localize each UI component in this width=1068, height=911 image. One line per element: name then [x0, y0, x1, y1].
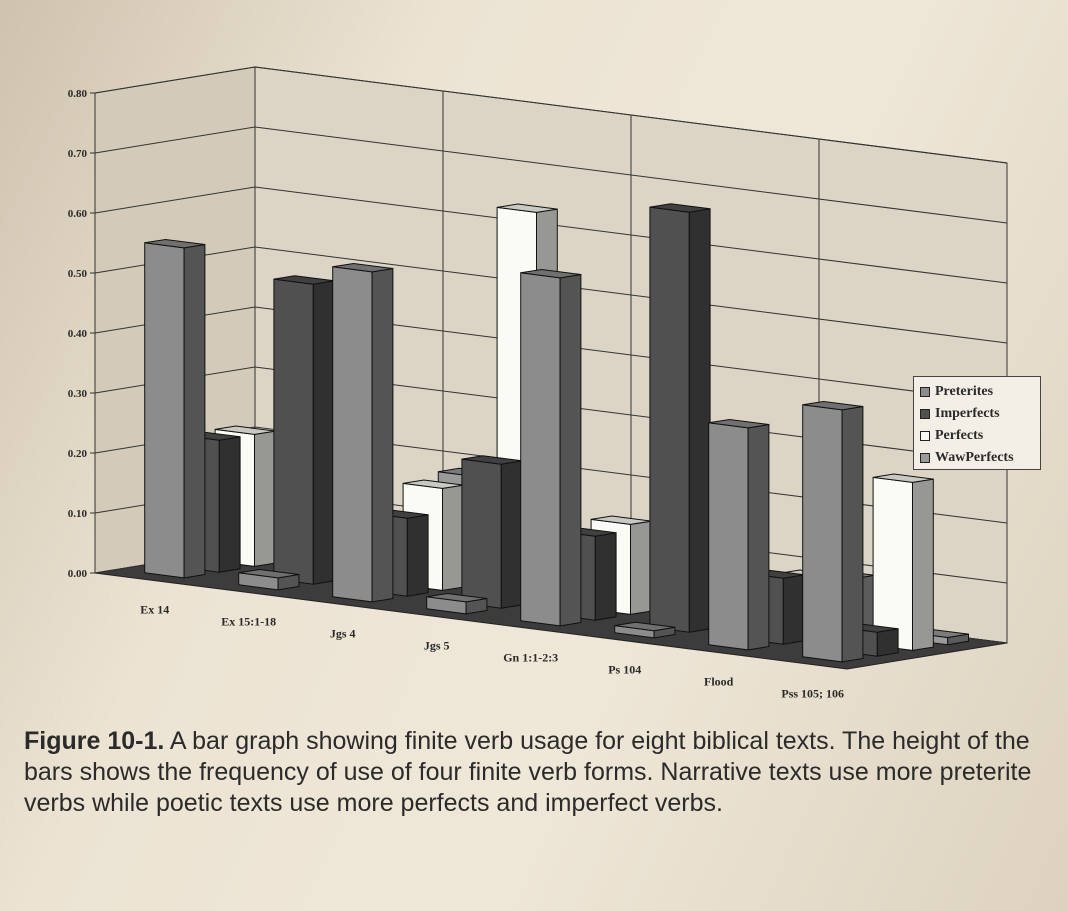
bar-preterites-side: [748, 425, 769, 650]
y-tick-label: 0.70: [67, 148, 87, 160]
bar-imperfects-side: [407, 515, 428, 596]
bar-preterites-side: [184, 245, 205, 578]
bar-preterites-front: [333, 267, 372, 602]
legend-label-preterites: Preterites: [935, 384, 994, 399]
legend-swatch-imperfects: [920, 409, 930, 419]
y-tick-label: 0.10: [67, 508, 87, 520]
bar-preterites-front: [709, 423, 748, 650]
bar-imperfects-side: [313, 281, 334, 584]
y-tick-label: 0.30: [67, 388, 87, 400]
y-tick-label: 0.20: [67, 448, 87, 460]
bar-imperfects-side: [877, 629, 898, 656]
chart-legend: [913, 376, 1041, 470]
bar-perfects-side: [255, 431, 276, 566]
bar-imperfects-front: [274, 279, 313, 584]
legend-swatch-preterites: [920, 387, 930, 397]
legend-item-preterites: [920, 381, 1034, 403]
legend-label-perfects: Perfects: [935, 428, 984, 443]
bar-preterites-side: [560, 275, 581, 626]
legend-item-imperfects: [920, 403, 1034, 425]
bar-imperfects-side: [783, 575, 804, 644]
y-tick-label: 0.50: [67, 268, 87, 280]
legend-swatch-perfects: [920, 431, 930, 441]
y-tick-label: 0.00: [67, 568, 87, 580]
x-category-label: Flood: [704, 674, 734, 689]
x-category-label: Jgs 5: [423, 638, 450, 653]
figure-caption: [24, 726, 1064, 819]
y-tick-label: 0.40: [67, 328, 87, 340]
bar-preterites-front: [803, 405, 842, 662]
x-category-label: Pss 105; 106: [781, 686, 845, 701]
bar-imperfects-side: [501, 461, 522, 608]
bar-preterites-front: [145, 243, 184, 578]
bar-imperfects-front: [650, 207, 689, 632]
legend-item-wawperfects: [920, 447, 1034, 469]
x-category-label: Ex 15:1-18: [221, 614, 277, 629]
bar-perfects-side: [913, 479, 934, 650]
bar-perfects-side: [631, 521, 652, 614]
bar-preterites-side: [372, 269, 393, 602]
bar-preterites-front: [521, 273, 560, 626]
bar-perfects-front: [873, 477, 912, 650]
y-tick-label: 0.60: [67, 208, 87, 220]
legend-label-wawperfects: WawPerfects: [935, 450, 1014, 465]
x-category-label: Jgs 4: [329, 626, 356, 641]
x-category-label: Ex 14: [140, 602, 170, 617]
x-category-label: Ps 104: [608, 662, 642, 677]
bar-imperfects-front: [462, 459, 501, 608]
bar-imperfects-side: [595, 533, 616, 620]
x-category-label: Gn 1:1-2:3: [503, 650, 559, 665]
y-tick-label: 0.80: [67, 88, 87, 100]
legend-label-imperfects: Imperfects: [935, 406, 1000, 421]
bar-perfects-side: [443, 485, 464, 590]
caption-label: Figure 10-1.: [24, 727, 165, 755]
caption-text: A bar graph showing finite verb usage for eight biblical texts. The height of the bars shows the frequency of use of four finite verb forms. Narrative texts use more preterite verbs while poetic texts use more perfects and imperfect verbs.: [24, 727, 1032, 817]
bar-imperfects-side: [219, 437, 240, 572]
bar-preterites-side: [842, 407, 863, 662]
legend-swatch-wawperfects: [920, 453, 930, 463]
bar-imperfects-side: [689, 209, 710, 632]
legend-item-perfects: [920, 425, 1034, 447]
